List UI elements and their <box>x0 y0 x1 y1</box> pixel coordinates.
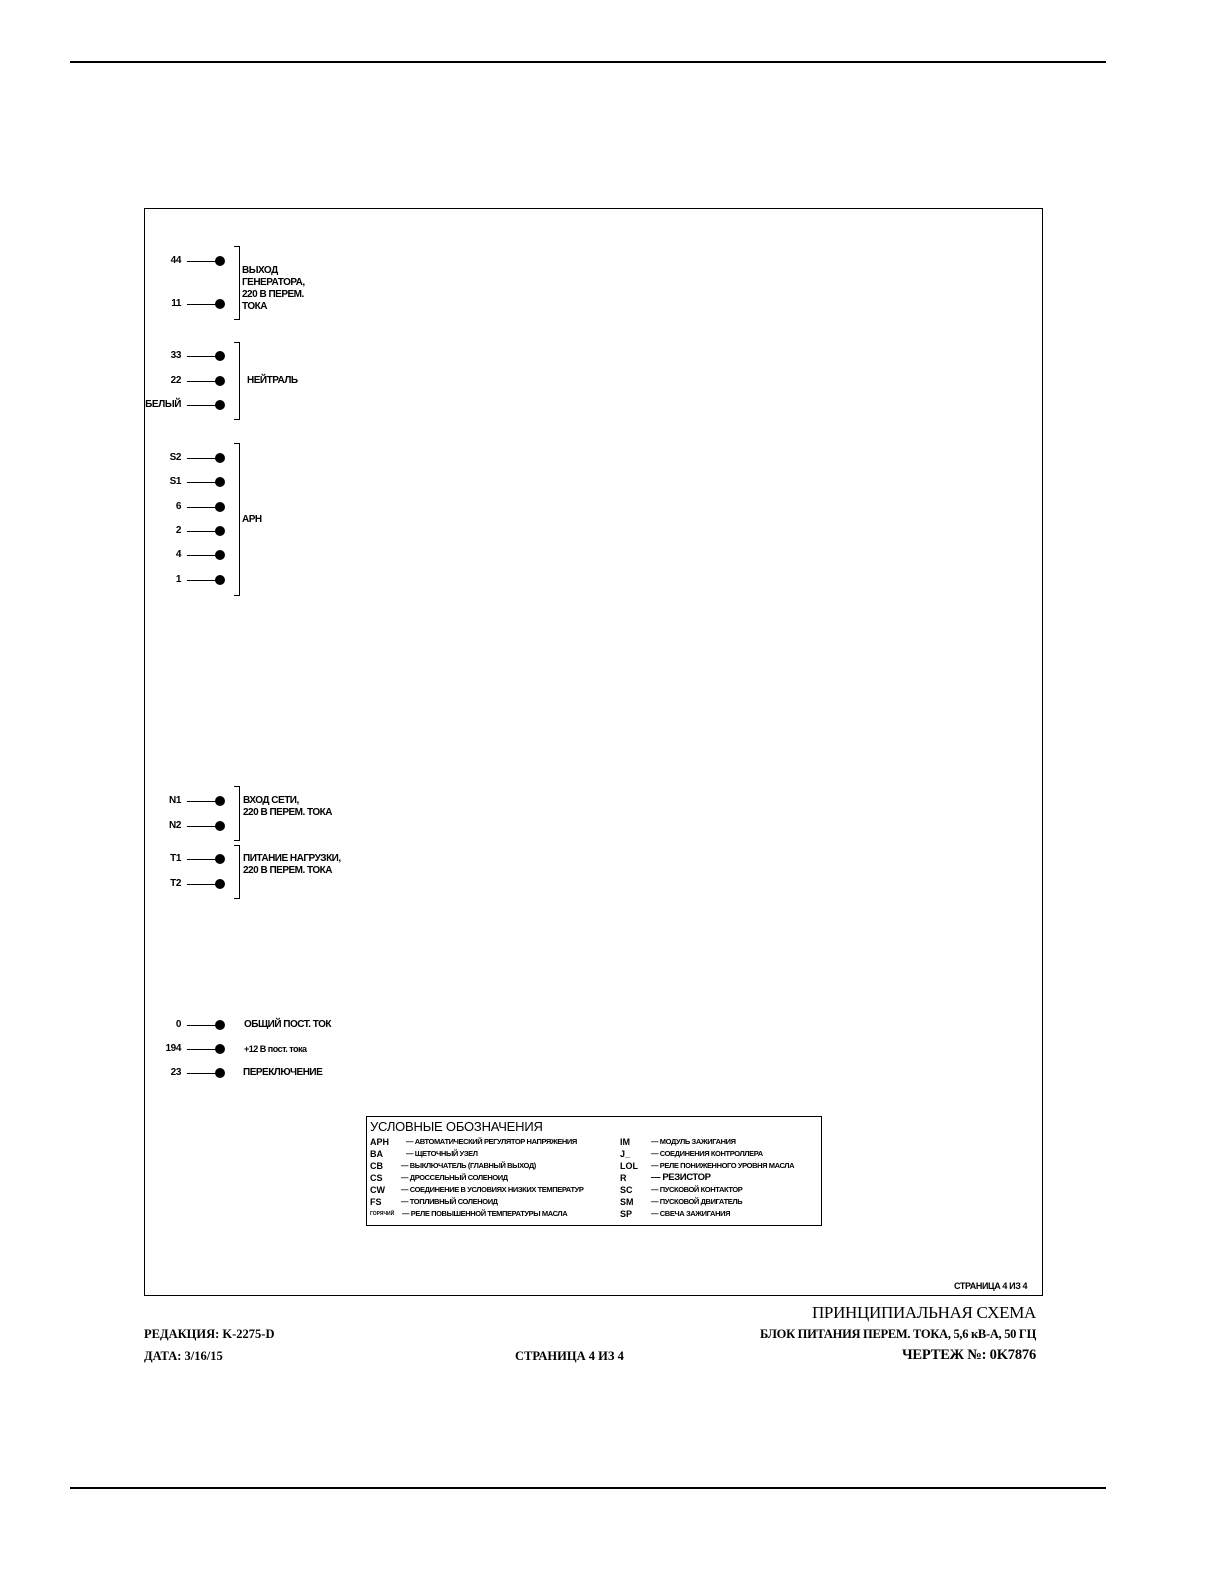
legend-row <box>620 1136 820 1148</box>
terminal-label: 44 <box>170 255 181 266</box>
legend-row <box>620 1160 820 1172</box>
group-bracket <box>234 342 240 420</box>
dc-label: ПЕРЕКЛЮЧЕНИЕ <box>243 1067 323 1078</box>
group-label: ВЫХОД ГЕНЕРАТОРА, 220 В ПЕРЕМ. ТОКА <box>242 265 305 312</box>
legend-abbr: ГОРЯЧИЙ <box>370 1211 395 1217</box>
terminal-dot <box>215 879 225 889</box>
legend-abbr: SP <box>620 1209 633 1219</box>
terminal-label: 23 <box>170 1067 181 1078</box>
terminal-dot <box>215 854 225 864</box>
legend-desc: — ТОПЛИВНЫЙ СОЛЕНОИД <box>401 1197 498 1206</box>
legend-abbr: CS <box>370 1173 383 1183</box>
bottom-rule <box>70 1487 1106 1489</box>
drawing-title: ПРИНЦИПИАЛЬНАЯ СХЕМА <box>811 1303 1036 1322</box>
legend-desc: — ДРОССЕЛЬНЫЙ СОЛЕНОИД <box>401 1173 508 1182</box>
terminal-label: 0 <box>175 1019 181 1030</box>
terminal-dot <box>215 351 225 361</box>
footer-page-number: СТРАНИЦА 4 ИЗ 4 <box>515 1349 624 1363</box>
group-label: АРН <box>242 514 262 525</box>
legend-row <box>620 1208 820 1220</box>
group-bracket <box>234 443 240 596</box>
terminal-dot <box>215 1044 225 1054</box>
legend-desc: — ПУСКОВОЙ КОНТАКТОР <box>651 1185 743 1194</box>
legend-row <box>370 1172 610 1184</box>
terminal-dot <box>215 376 225 386</box>
terminal-label: T2 <box>170 878 181 889</box>
terminal-label: T1 <box>170 853 181 864</box>
terminal-dot <box>215 477 225 487</box>
date: ДАТА: 3/16/15 <box>144 1349 223 1363</box>
terminal-dot <box>215 550 225 560</box>
legend-title: УСЛОВНЫЕ ОБОЗНАЧЕНИЯ <box>370 1119 543 1134</box>
legend-desc: — СВЕЧА ЗАЖИГАНИЯ <box>651 1209 731 1218</box>
legend-abbr: IM <box>620 1137 630 1147</box>
terminal-label: S1 <box>169 476 181 487</box>
terminal-dot <box>215 1020 225 1030</box>
terminal-dot <box>215 821 225 831</box>
legend-abbr: R <box>620 1173 627 1183</box>
legend-desc: — МОДУЛЬ ЗАЖИГАНИЯ <box>651 1137 736 1146</box>
legend-row <box>620 1196 820 1208</box>
legend-row <box>370 1136 610 1148</box>
legend-desc: — СОЕДИНЕНИЕ В УСЛОВИЯХ НИЗКИХ ТЕМПЕРАТУР <box>401 1185 584 1194</box>
terminal-label: N1 <box>169 795 181 806</box>
legend-row <box>620 1184 820 1196</box>
legend-desc: — РЕЛЕ ПОНИЖЕННОГО УРОВНЯ МАСЛА <box>651 1161 795 1170</box>
group-bracket <box>234 786 240 841</box>
terminal-label: S2 <box>169 452 181 463</box>
frame-page-label: СТРАНИЦА 4 ИЗ 4 <box>954 1281 1028 1291</box>
terminal-label: 22 <box>170 375 181 386</box>
terminal-dot <box>215 575 225 585</box>
legend-abbr: SC <box>620 1185 633 1195</box>
group-label: ПИТАНИЕ НАГРУЗКИ, 220 В ПЕРЕМ. ТОКА <box>243 853 341 876</box>
terminal-label: 6 <box>175 501 181 512</box>
group-label: НЕЙТРАЛЬ <box>247 375 298 386</box>
drawing-subtitle: БЛОК ПИТАНИЯ ПЕРЕМ. ТОКА, 5,6 кВ-А, 50 ГЦ <box>759 1327 1036 1341</box>
terminal-dot <box>215 453 225 463</box>
terminal-dot <box>215 256 225 266</box>
terminal-dot <box>215 526 225 536</box>
legend-row <box>370 1160 610 1172</box>
legend-abbr: BA <box>370 1149 383 1159</box>
legend-desc: — РЕЛЕ ПОВЫШЕННОЙ ТЕМПЕРАТУРЫ МАСЛА <box>402 1209 568 1218</box>
legend-desc: — СОЕДИНЕНИЯ КОНТРОЛЛЕРА <box>651 1149 763 1158</box>
legend-row <box>370 1196 610 1208</box>
terminal-label: 11 <box>171 298 181 309</box>
legend-row <box>370 1208 610 1220</box>
terminal-dot <box>215 400 225 410</box>
legend-row <box>620 1148 820 1160</box>
legend-row <box>370 1148 610 1160</box>
terminal-label: 2 <box>175 525 181 536</box>
legend-abbr: LOL <box>620 1161 638 1171</box>
legend-row <box>620 1172 820 1184</box>
terminal-label: 4 <box>175 549 181 560</box>
legend-desc: — ПУСКОВОЙ ДВИГАТЕЛЬ <box>651 1197 743 1206</box>
revision: РЕДАКЦИЯ: K-2275-D <box>144 1327 275 1341</box>
group-label: ВХОД СЕТИ, 220 В ПЕРЕМ. ТОКА <box>243 795 333 818</box>
dc-label: +12 В пост. тока <box>244 1044 307 1054</box>
legend-box <box>366 1116 822 1226</box>
terminal-label: БЕЛЫЙ <box>145 399 181 410</box>
top-rule <box>70 61 1106 63</box>
terminal-dot <box>215 1068 225 1078</box>
terminal-label: N2 <box>169 820 181 831</box>
legend-abbr: CB <box>370 1161 383 1171</box>
group-bracket <box>234 845 240 899</box>
terminal-label: 1 <box>175 574 181 585</box>
legend-desc: — ЩЕТОЧНЫЙ УЗЕЛ <box>406 1149 478 1158</box>
legend-abbr: АРН <box>370 1137 390 1147</box>
legend-desc: — АВТОМАТИЧЕСКИЙ РЕГУЛЯТОР НАПРЯЖЕНИЯ <box>406 1137 577 1146</box>
legend-desc: — ВЫКЛЮЧАТЕЛЬ (ГЛАВНЫЙ ВЫХОД) <box>401 1161 536 1170</box>
legend-abbr: CW <box>370 1185 385 1195</box>
terminal-label: 194 <box>165 1043 181 1054</box>
terminal-dot <box>215 299 225 309</box>
legend-desc: — РЕЗИСТОР <box>651 1172 711 1183</box>
legend-abbr: FS <box>370 1197 382 1207</box>
legend-row <box>370 1184 610 1196</box>
legend-abbr: SM <box>620 1197 634 1207</box>
group-bracket <box>234 246 240 320</box>
terminal-dot <box>215 502 225 512</box>
dc-label: ОБЩИЙ ПОСТ. ТОК <box>244 1019 332 1030</box>
terminal-label: 33 <box>170 350 181 361</box>
legend-abbr: J_ <box>620 1149 631 1159</box>
terminal-dot <box>215 796 225 806</box>
drawing-number: ЧЕРТЕЖ №: 0K7876 <box>901 1347 1036 1363</box>
